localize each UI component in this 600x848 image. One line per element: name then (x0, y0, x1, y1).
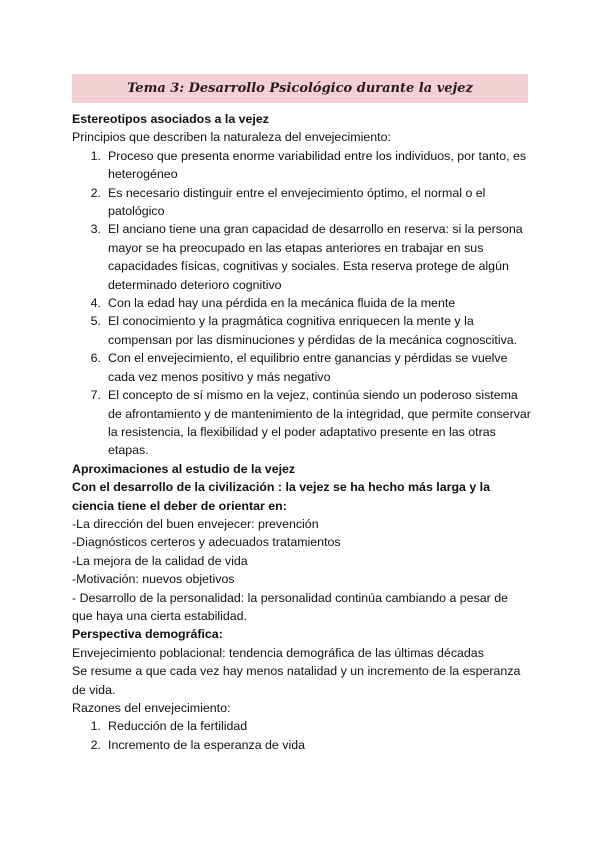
list-item: 7. El concepto de sí mismo en la vejez, continúa siendo un poderoso sistema de afrontamiento y de mantenimiento de la integridad, que permite conservar la resistencia, la flexibilidad y el poder adaptativo presente en las otras etapas. (90, 388, 531, 458)
demographic-line: Razones del envejecimiento: (72, 701, 231, 715)
list-item: 5. El conocimiento y la pragmática cognitiva enriquecen la mente y la compensan por las disminuciones y pérdidas de la mecánica cognoscitiva. (90, 314, 518, 347)
section-subheading-civilization: Con el desarrollo de la civilización : la vejez se ha hecho más larga y la ciencia tiene el deber de orientar en: (72, 480, 491, 513)
demographic-line: Se resume a que cada vez hay menos natalidad y un incremento de la esperanza de vida. (72, 664, 521, 697)
approach-line: -La mejora de la calidad de vida (72, 553, 248, 568)
list-item: 2. Es necesario distinguir entre el envejecimiento óptimo, el normal o el patológico (90, 185, 486, 219)
approach-line: -Diagnósticos certeros y adecuados tratamientos (72, 535, 341, 550)
demographic-line: Envejecimiento poblacional: tendencia demográfica de las últimas décadas (72, 645, 484, 660)
list-item: 6. Con el envejecimiento, el equilibrio entre ganancias y pérdidas se vuelve cada vez menos positivo y más negativo (90, 351, 508, 384)
section-heading-demographic: Perspectiva demográfica: (72, 627, 223, 642)
aging-reasons-list (72, 717, 532, 754)
list-item: 2. Incremento de la esperanza de vida (90, 737, 305, 752)
list-item: 4. Con la edad hay una pérdida en la mecánica fluida de la mente (90, 296, 456, 311)
section-heading-approaches: Aproximaciones al estudio de la vejez (72, 461, 296, 476)
list-item: 3. El anciano tiene una gran capacidad de desarrollo en reserva: si la persona mayor se ha preocupado en las etapas anteriores en trabajar en sus capacidades físicas, cognitivas y sociales. Esta reserva protege de algún determinado deterioro cognitivo (90, 222, 523, 292)
approach-line: - Desarrollo de la personalidad: la personalidad continúa cambiando a pesar de que haya una cierta estabilidad. (72, 590, 509, 623)
page-title: Tema 3: Desarrollo Psicológico durante la vejez (127, 81, 473, 96)
approach-line: -La dirección del buen envejecer: prevención (72, 516, 319, 531)
approach-line: -Motivación: nuevos objetivos (72, 572, 235, 587)
section-heading-stereotypes: Estereotipos asociados a la vejez (72, 112, 269, 126)
principles-intro: Principios que describen la naturaleza del envejecimiento: (72, 130, 391, 145)
title-banner (72, 74, 528, 103)
principles-list (72, 147, 532, 460)
document-body (72, 110, 532, 754)
list-item: 1. Proceso que presenta enorme variabilidad entre los individuos, por tanto, es heterogéneo (90, 148, 527, 182)
list-item: 1. Reducción de la fertilidad (90, 719, 248, 734)
